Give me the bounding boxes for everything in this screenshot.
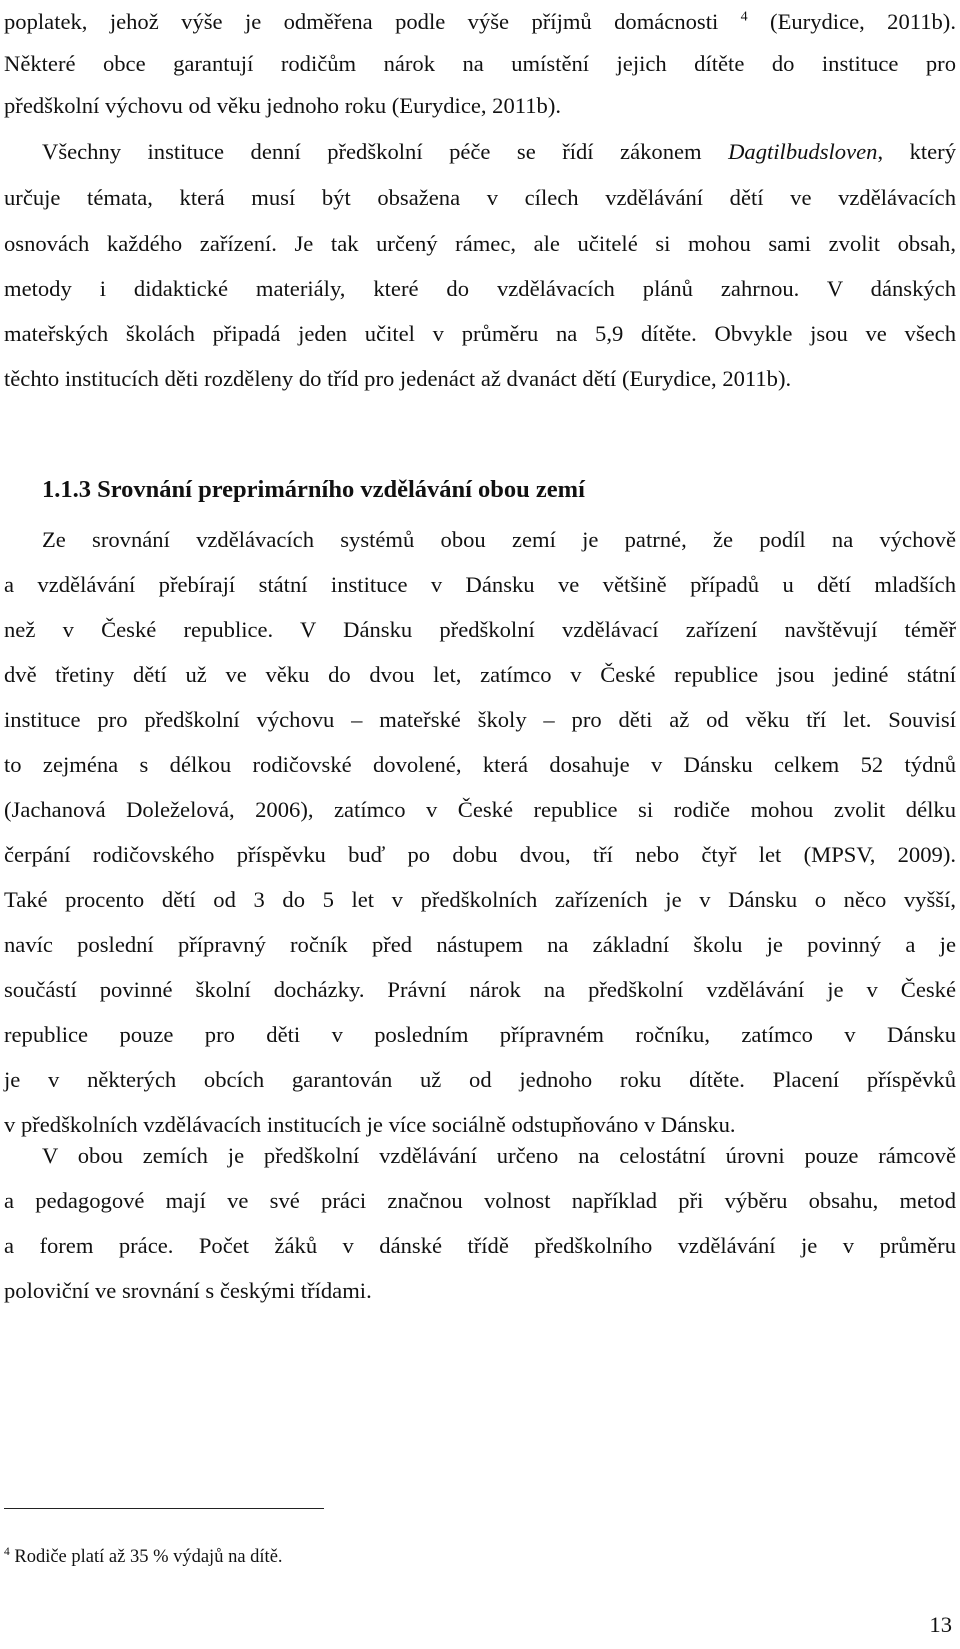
text-line: (Jachanová Doleželová, 2006), zatímco v České republice si rodiče mohou zvolit délku	[4, 797, 956, 822]
law-name: Dagtilbudsloven	[728, 139, 878, 164]
text-line: dvě třetiny dětí už ve věku do dvou let, zatímco v České republice jsou jediné státní	[4, 662, 956, 687]
text-line: Také procento dětí od 3 do 5 let v předškolních zařízeních je v Dánsku o něco vyšší,	[4, 887, 956, 912]
text-line: navíc poslední přípravný ročník před nástupem na základní školu je povinný a je	[4, 932, 956, 957]
text-line: než v České republice. V Dánsku předškolní vzdělávací zařízení navštěvují téměř	[4, 617, 956, 642]
text-line: poloviční ve srovnání s českými třídami.	[4, 1278, 372, 1303]
text-line: je v některých obcích garantován už od jednoho roku dítěte. Placení příspěvků	[4, 1067, 956, 1092]
text-line: předškolní výchovu od věku jednoho roku (Eurydice, 2011b).	[4, 93, 561, 118]
text-line: Některé obce garantují rodičům nárok na umístění jejich dítěte do instituce pro	[4, 51, 956, 76]
text-line: v předškolních vzdělávacích institucích je více sociálně odstupňováno v Dánsku.	[4, 1112, 736, 1137]
text-line: a forem práce. Počet žáků v dánské třídě předškolního vzdělávání je v průměru	[4, 1233, 956, 1258]
footnote: $^4$ Rodiče platí až 35 % výdajů na dítě.	[4, 1545, 283, 1567]
text-line: V obou zemích je předškolní vzdělávání určeno na celostátní úrovni pouze rámcově	[42, 1143, 956, 1168]
text-line: a vzdělávání přebírají státní instituce v Dánsku ve většině případů u dětí mladších	[4, 572, 956, 597]
text-line: osnovách každého zařízení. Je tak určený rámec, ale učitelé si mohou sami zvolit obsah,	[4, 231, 956, 256]
page-number: 13	[929, 1612, 952, 1637]
text-line: čerpání rodičovského příspěvku buď po dobu dvou, tří nebo čtyř let (MPSV, 2009).	[4, 842, 956, 867]
text-line: Všechny instituce denní předškolní péče se řídí zákonem Dagtilbudsloven, který	[42, 139, 956, 164]
footnote-separator	[4, 1508, 324, 1509]
text-line: republice pouze pro děti v posledním přípravném ročníku, zatímco v Dánsku	[4, 1022, 956, 1047]
footnote-mark: 4	[4, 1545, 10, 1558]
text-line: mateřských školách připadá jeden učitel v průměru na 5,9 dítěte. Obvykle jsou ve všech	[4, 321, 956, 346]
text-line: instituce pro předškolní výchovu – mateřské školy – pro děti až od věku tří let. Souvisí	[4, 707, 956, 732]
section-heading: 1.1.3 Srovnání preprimárního vzdělávání obou zemí	[42, 476, 585, 503]
text-line: poplatek, jehož výše je odměřena podle výše příjmů domácnosti $^4$ (Eurydice, 2011b).	[4, 9, 956, 34]
text-line: a pedagogové mají ve své práci značnou volnost například při výběru obsahu, metod	[4, 1188, 956, 1213]
text-line: Ze srovnání vzdělávacích systémů obou zemí je patrné, že podíl na výchově	[42, 527, 956, 552]
footnote-reference[interactable]: 4	[740, 9, 748, 25]
text-line: to zejména s délkou rodičovské dovolené, která dosahuje v Dánsku celkem 52 týdnů	[4, 752, 956, 777]
text-line: součástí povinné školní docházky. Právní nárok na předškolní vzdělávání je v České	[4, 977, 956, 1002]
text-line: určuje témata, která musí být obsažena v cílech vzdělávání dětí ve vzdělávacích	[4, 185, 956, 210]
text-line: těchto institucích děti rozděleny do tříd pro jedenáct až dvanáct dětí (Eurydice, 2011b).	[4, 366, 792, 391]
text-line: metody i didaktické materiály, které do vzdělávacích plánů zahrnou. V dánských	[4, 276, 956, 301]
